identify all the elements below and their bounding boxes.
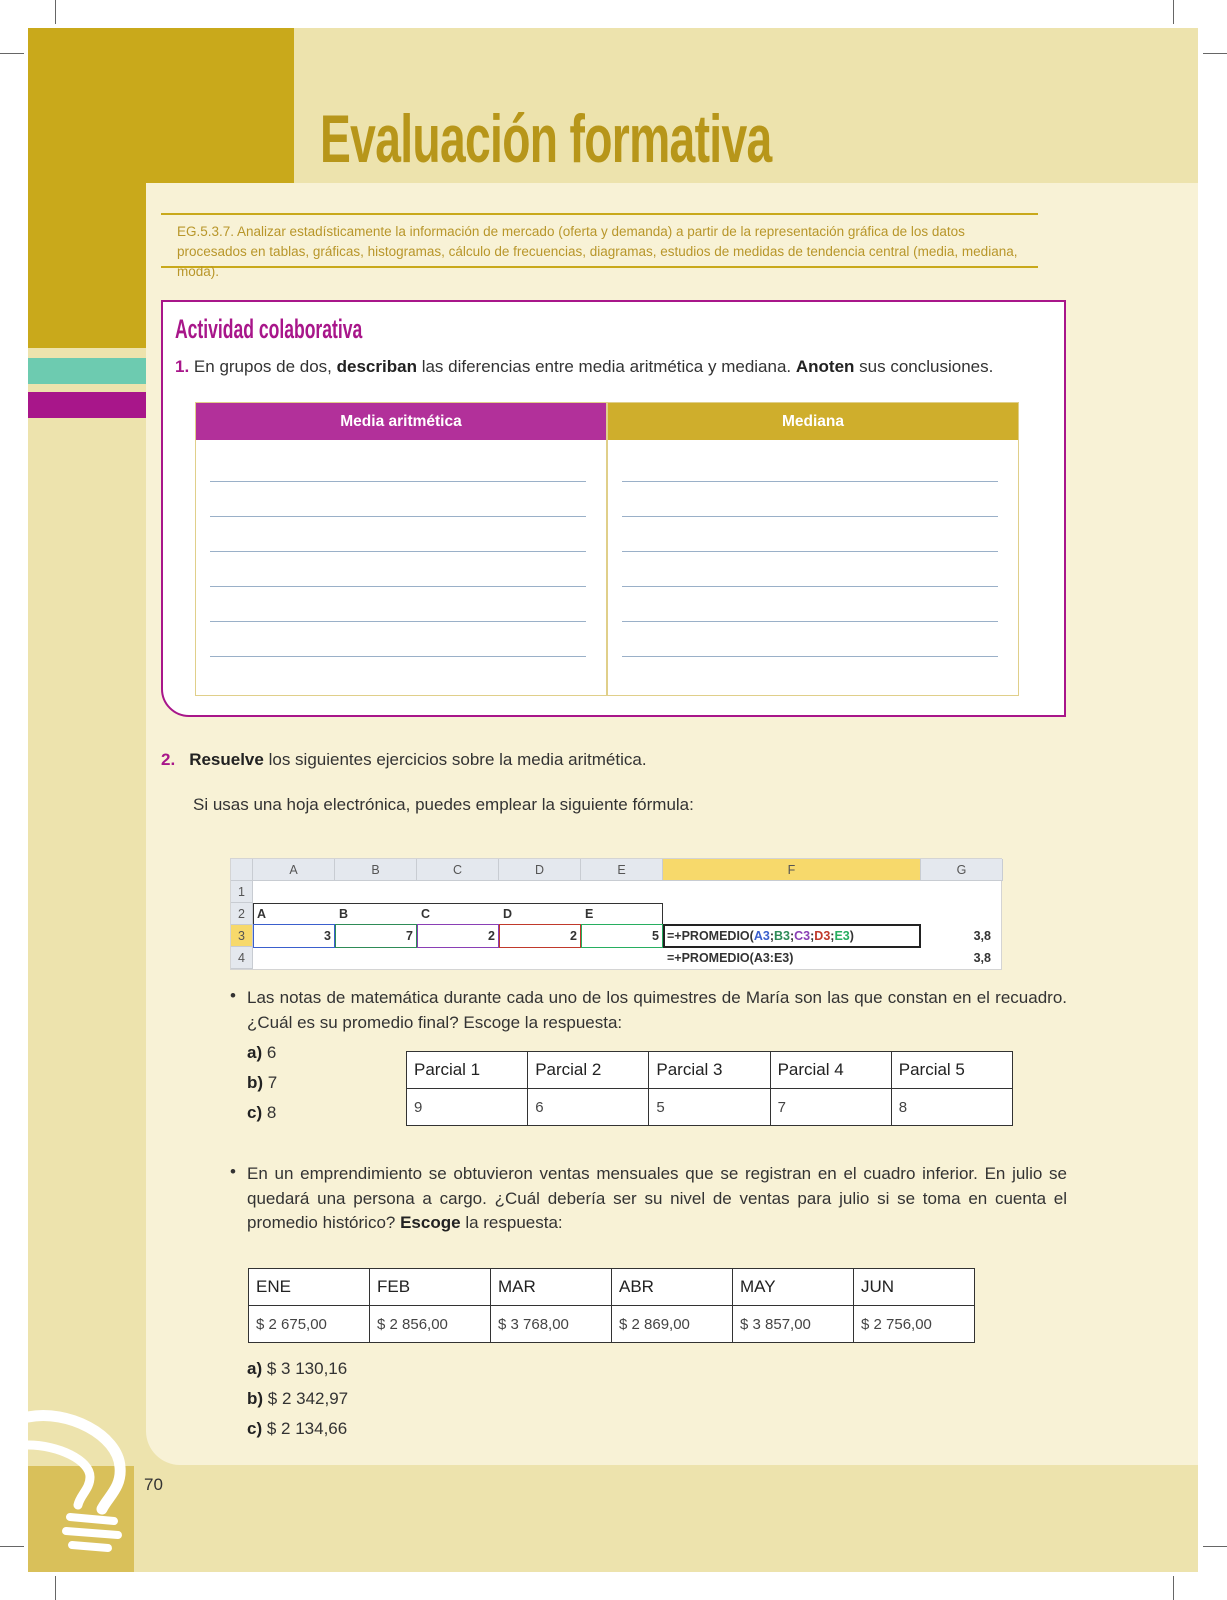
table-header-cell: MAY <box>733 1269 854 1306</box>
option-label: a) <box>247 1359 263 1378</box>
learning-objective: EG.5.3.7. Analizar estadísticamente la información de mercado (oferta y demanda) a partir de la representación gráfica de los datos procesados en tablas, gráficas, histogramas, cálculo de frecuencias, diagramas, estudios de medidas de tendencia central (media, mediana, moda). <box>161 213 1038 268</box>
table-header-cell: MAR <box>491 1269 612 1306</box>
table-header-cell: ENE <box>249 1269 370 1306</box>
formula-part: =+PROMEDIO( <box>667 929 754 943</box>
crop-mark <box>1173 1576 1174 1600</box>
question-text: sus conclusiones. <box>859 357 994 376</box>
sheet-column-header: E <box>581 859 663 881</box>
page-number: 70 <box>144 1475 163 1494</box>
table-cell: $ 3 857,00 <box>733 1306 854 1343</box>
formula-ref: D3 <box>814 929 831 943</box>
option-label: a) <box>247 1043 263 1062</box>
bullet: • <box>230 1162 236 1181</box>
formula-part: ) <box>849 929 854 943</box>
sheet-cell: D <box>503 907 513 921</box>
answer-column-mediana <box>606 403 1018 695</box>
spreadsheet-screenshot <box>230 858 1002 970</box>
activity-title: Actividad colaborativa <box>175 314 363 344</box>
question-text: los siguientes ejercicios sobre la media aritmética. <box>268 750 647 769</box>
answer-line[interactable] <box>210 621 586 622</box>
option-value: $ 2 134,66 <box>266 1419 348 1438</box>
formula-ref: B3 <box>773 929 790 943</box>
crop-mark <box>0 1546 24 1547</box>
crop-mark <box>55 0 56 24</box>
option-label: c) <box>247 1419 263 1438</box>
exercise-1-option[interactable] <box>247 1103 276 1123</box>
option-label: b) <box>247 1389 264 1408</box>
sheet-column-header: C <box>417 859 499 881</box>
column-header: Mediana <box>608 403 1018 440</box>
formula-sep: ; <box>789 929 795 943</box>
sheet-cell: 5 <box>652 929 659 943</box>
table-cell: $ 2 856,00 <box>370 1306 491 1343</box>
table-cell: 8 <box>891 1089 1012 1126</box>
sheet-column-header: F <box>663 859 921 881</box>
answer-line[interactable] <box>210 481 586 482</box>
formula-ref: A3 <box>753 929 770 943</box>
column-header: Media aritmética <box>196 403 606 440</box>
teal-accent-bar <box>28 358 148 384</box>
question-1 <box>175 357 993 377</box>
sheet-column-header: A <box>253 859 335 881</box>
answer-line[interactable] <box>622 481 998 482</box>
crop-mark <box>0 53 24 54</box>
sheet-column-header: G <box>921 859 1003 881</box>
exercise-2-option[interactable] <box>247 1389 348 1409</box>
table-row <box>249 1306 975 1343</box>
sheet-cell: 7 <box>406 929 413 943</box>
option-value: 6 <box>266 1043 277 1062</box>
table-cell: $ 2 675,00 <box>249 1306 370 1343</box>
answer-line[interactable] <box>622 516 998 517</box>
exercise-2-option[interactable] <box>247 1359 347 1379</box>
answer-line[interactable] <box>622 586 998 587</box>
question-2-hint: Si usas una hoja electrónica, puedes emplear la siguiente fórmula: <box>193 795 694 814</box>
sheet-cell: 2 <box>570 929 577 943</box>
formula-ref: C3 <box>794 929 811 943</box>
question-text: En grupos de dos, <box>193 357 332 376</box>
formula-sep: ; <box>769 929 774 943</box>
exercise-1-option[interactable] <box>247 1043 276 1063</box>
table-row <box>249 1269 975 1306</box>
exercise-2-keyword: Escoge <box>400 1213 461 1232</box>
exercise-2-body: En un emprendimiento se obtuvieron ventas mensuales que se registran en el cuadro inferior. En julio se quedará una persona a cargo. ¿Cuál debería ser su nivel de ventas para julio si se toma en cuenta el promedio histórico? <box>247 1164 1067 1232</box>
table-cell: 5 <box>649 1089 770 1126</box>
table-cell: $ 2 756,00 <box>854 1306 975 1343</box>
sheet-result-2: 3,8 <box>973 951 991 965</box>
answer-line[interactable] <box>622 551 998 552</box>
sheet-row-header: 4 <box>231 947 253 969</box>
table-row <box>407 1089 1013 1126</box>
option-label: b) <box>247 1073 264 1092</box>
bullet: • <box>230 986 236 1005</box>
table-cell: 6 <box>528 1089 649 1126</box>
question-number: 1. <box>175 357 190 376</box>
sheet-row-header: 1 <box>231 881 253 903</box>
answer-column-media <box>196 403 606 695</box>
answer-line[interactable] <box>210 551 586 552</box>
table-header-cell: Parcial 3 <box>649 1052 770 1089</box>
answer-table <box>195 402 1019 696</box>
table-header-cell: Parcial 2 <box>528 1052 649 1089</box>
table-header-cell: ABR <box>612 1269 733 1306</box>
option-value: 7 <box>267 1073 278 1092</box>
crop-mark <box>1173 0 1174 24</box>
exercise-1-option[interactable] <box>247 1073 277 1093</box>
option-value: $ 3 130,16 <box>266 1359 348 1378</box>
sheet-cell: 3 <box>324 929 331 943</box>
sheet-column-header: B <box>335 859 417 881</box>
option-label: c) <box>247 1103 263 1122</box>
sheet-formula-1 <box>667 925 854 947</box>
activity-box <box>161 300 1066 717</box>
sheet-column-header: D <box>499 859 581 881</box>
formula-ref: E3 <box>834 929 850 943</box>
grades-table <box>406 1051 1013 1126</box>
crop-mark <box>1203 53 1227 54</box>
question-keyword: Anoten <box>795 357 855 376</box>
exercise-2-option[interactable] <box>247 1419 347 1439</box>
page-title: Evaluación formativa <box>320 101 772 177</box>
option-value: 8 <box>266 1103 277 1122</box>
table-row <box>407 1052 1013 1089</box>
table-header-cell: Parcial 4 <box>770 1052 891 1089</box>
table-header-cell: Parcial 5 <box>891 1052 1012 1089</box>
sheet-cell: A <box>257 907 267 921</box>
table-header-cell: Parcial 1 <box>407 1052 528 1089</box>
sheet-cell: C <box>421 907 431 921</box>
sheet-cell: B <box>339 907 349 921</box>
question-keyword: Resuelve <box>189 750 264 769</box>
sales-table <box>248 1268 975 1343</box>
table-header-cell: JUN <box>854 1269 975 1306</box>
formula-sep: ; <box>830 929 835 943</box>
exercise-2-text <box>247 1162 1067 1236</box>
question-keyword: describan <box>336 357 417 376</box>
answer-line[interactable] <box>622 621 998 622</box>
sheet-cell: 2 <box>488 929 495 943</box>
exercise-2-end: la respuesta: <box>465 1213 563 1232</box>
formula-sep: ; <box>810 929 815 943</box>
sheet-row-header: 2 <box>231 903 253 925</box>
magenta-accent-bar <box>28 392 148 418</box>
table-cell: $ 2 869,00 <box>612 1306 733 1343</box>
answer-line[interactable] <box>622 656 998 657</box>
answer-line[interactable] <box>210 516 586 517</box>
lightbulb-icon <box>28 1405 138 1555</box>
question-text: las diferencias entre media aritmética y mediana. <box>421 357 792 376</box>
sheet-cell: E <box>585 907 594 921</box>
table-header-cell: FEB <box>370 1269 491 1306</box>
question-number: 2. <box>161 750 176 769</box>
crop-mark <box>55 1576 56 1600</box>
sheet-corner <box>231 859 253 881</box>
answer-line[interactable] <box>210 656 586 657</box>
question-2 <box>161 750 647 770</box>
answer-line[interactable] <box>210 586 586 587</box>
sheet-label-range-box <box>253 903 663 925</box>
sheet-result-1: 3,8 <box>973 929 991 943</box>
option-value: $ 2 342,97 <box>267 1389 349 1408</box>
sheet-row-header: 3 <box>231 925 253 947</box>
table-cell: $ 3 768,00 <box>491 1306 612 1343</box>
table-cell: 7 <box>770 1089 891 1126</box>
crop-mark <box>1203 1546 1227 1547</box>
exercise-1-text: Las notas de matemática durante cada uno de los quimestres de María son las que constan en el recuadro. ¿Cuál es su promedio final? Escoge la respuesta: <box>247 988 1067 1032</box>
table-cell: 9 <box>407 1089 528 1126</box>
sheet-formula-2: =+PROMEDIO(A3:E3) <box>667 951 794 965</box>
